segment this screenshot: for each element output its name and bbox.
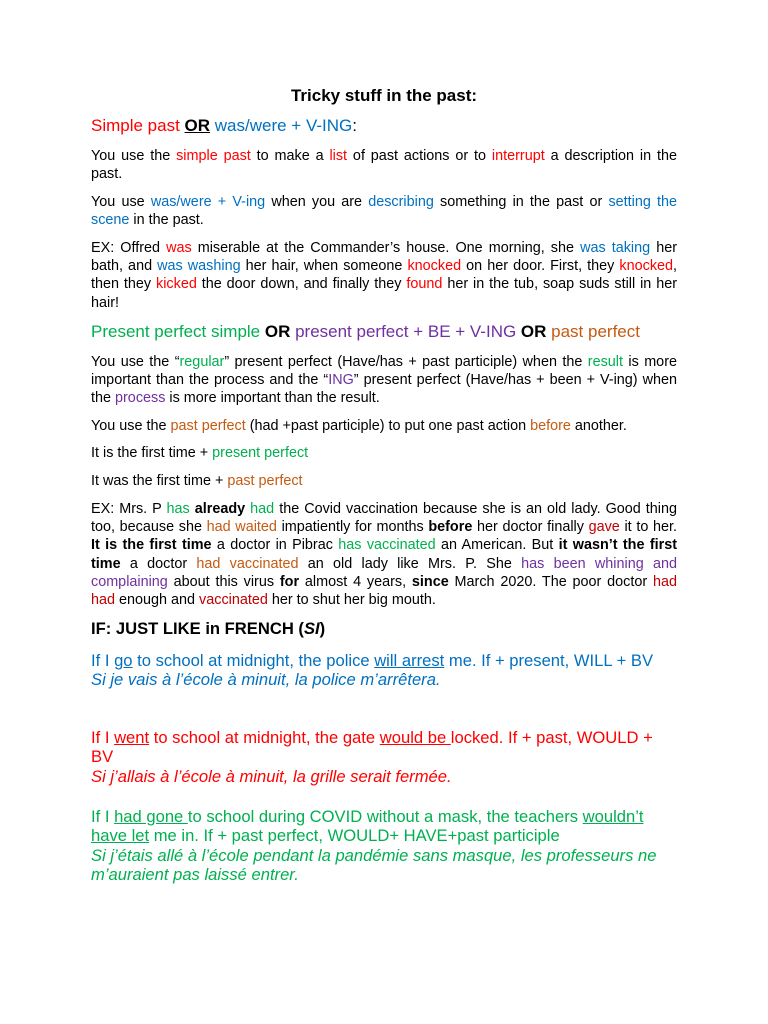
text: result [587,354,623,370]
conditional-1 [91,651,677,690]
text: it to her. [619,519,678,536]
text: list [329,148,348,164]
text: her to shut her big mouth. [267,592,436,609]
text: a description in the past. [91,148,677,183]
text: Present perfect simple [91,322,265,341]
text: her hair, when someone [240,258,408,275]
heading-text: Simple past [91,116,185,135]
text: me. If + present, WILL + BV [444,651,654,670]
text: present perfect [212,445,309,461]
section3-heading [91,619,677,639]
text: locked. If + past, WOULD + BV [91,728,653,767]
text: past perfect [546,322,640,341]
text: was taking [580,240,651,256]
text: March 2020. The poor doctor [448,573,653,590]
text: You use [91,194,151,210]
text: me in. If + past perfect, WOULD+ HAVE+past participle [149,826,560,846]
text: went [114,728,150,747]
text: knocked [619,258,674,275]
text: has vaccinated [338,537,436,554]
text: a doctor [120,555,197,572]
text: ING [328,372,354,389]
text: was [166,240,192,256]
section2-paragraph-4 [91,472,677,490]
text: (had +past participle) to put one past action [245,418,531,434]
conditional-3 [91,807,677,885]
text: You use the [91,418,171,434]
text: before [428,519,473,536]
text: would be [379,728,451,747]
text: already [194,501,246,517]
text: SI [303,619,320,638]
text: gave [588,519,620,536]
text: knocked [407,258,462,275]
text: EX: Offred [91,240,167,256]
text: was/were + V-ing [150,194,266,210]
text: was washing [157,258,241,275]
text: It is the first time + [91,445,213,461]
conditional-2 [91,728,677,786]
text: IF: JUST LIKE in FRENCH ( [91,619,304,638]
text: almost 4 years, [299,573,412,590]
text: about this virus [167,573,280,590]
text: something in the past or [433,194,609,210]
heading-or: OR [264,322,291,341]
text: is more important than the process and the “ [91,354,677,389]
text: had [250,501,275,517]
text: when you are [265,194,369,210]
text: wouldn’t have let [91,807,644,846]
text: If I [91,807,115,826]
text: , then they [91,258,678,293]
section1-heading [91,116,677,136]
text: vaccinated [199,592,268,609]
text: regular [179,354,225,370]
text: You use the [91,148,177,164]
text: another. [570,418,627,434]
french-translation: Si j’allais à l’école à minuit, la grille serait fermée. [91,766,452,786]
text: had had [91,573,677,609]
text: go [114,651,133,670]
text: ) [319,619,326,638]
text: miserable at the Commander’s house. One morning, she [191,240,581,256]
text: on her door. First, they [461,258,620,275]
text: her in the tub, soap suds still in her hair! [91,276,677,311]
text: of past actions or to [347,148,492,164]
section2-heading [91,322,677,342]
text: an American. But [435,537,559,554]
document-title: Tricky stuff in the past: [290,86,478,105]
section1-paragraph-1 [91,147,677,183]
section2-paragraph-2 [91,417,677,435]
text: to school during COVID without a mask, the teachers [187,807,583,826]
heading-colon: : [352,116,357,135]
text: the door down, and finally they [196,276,407,293]
text: found [406,276,443,293]
heading-or: OR [520,322,547,341]
text: it wasn’t the first time [91,537,678,572]
text: setting the scene [91,194,678,229]
text: her bath, and [91,240,677,275]
text: to make a [250,148,330,164]
text: You use the “ [91,354,180,370]
text: It is the first time [91,537,212,554]
text: simple past [176,148,251,164]
text: ” present perfect (Have/has + been + V-ing) when the [91,372,677,407]
text: ” present perfect (Have/has + past participle) when the [224,354,588,370]
text: to school at midnight, the police [132,651,375,670]
text: EX: Mrs. P [91,501,167,517]
text: process [115,390,166,407]
text: is more important than the result. [165,390,380,407]
text: an old lady like Mrs. P. She [298,555,522,572]
french-translation: Si je vais à l’école à minuit, la police m’arrêtera. [91,670,441,690]
text: impatiently for months [276,519,429,536]
text: her doctor finally [472,519,589,536]
text: for [279,573,300,590]
text: had waited [206,519,277,536]
text: before [530,418,571,434]
text: will arrest [374,651,445,670]
text: had gone [114,807,188,826]
text: has [166,501,190,517]
text: If I [91,728,115,747]
heading-text: was/were + V-ING [210,116,353,135]
text: a doctor in Pibrac [211,537,339,554]
text: If I [91,651,115,670]
text: enough and [115,592,200,609]
section2-paragraph-1 [91,353,677,408]
text: present perfect + BE + V-ING [290,322,521,341]
text: to school at midnight, the gate [149,728,380,747]
section2-paragraph-3 [91,444,677,462]
text: past perfect [227,473,303,489]
section1-paragraph-2 [91,193,677,229]
text: has been whining and complaining [91,555,677,590]
section2-example [91,500,677,609]
heading-or: OR [184,116,211,135]
text: describing [368,194,434,210]
text: kicked [156,276,197,293]
french-translation: Si j’étais allé à l’école pendant la pandémie sans masque, les professeurs ne m’auraient pas laissé entrer. [91,845,657,885]
text: had vaccinated [196,555,299,572]
text: interrupt [491,148,545,164]
text: the Covid vaccination because she is an old lady. Good thing too, because she [91,501,677,536]
text: past perfect [170,418,246,434]
text: in the past. [129,212,204,229]
text: It was the first time + [91,473,228,489]
text: since [411,573,449,590]
section1-example [91,239,677,312]
